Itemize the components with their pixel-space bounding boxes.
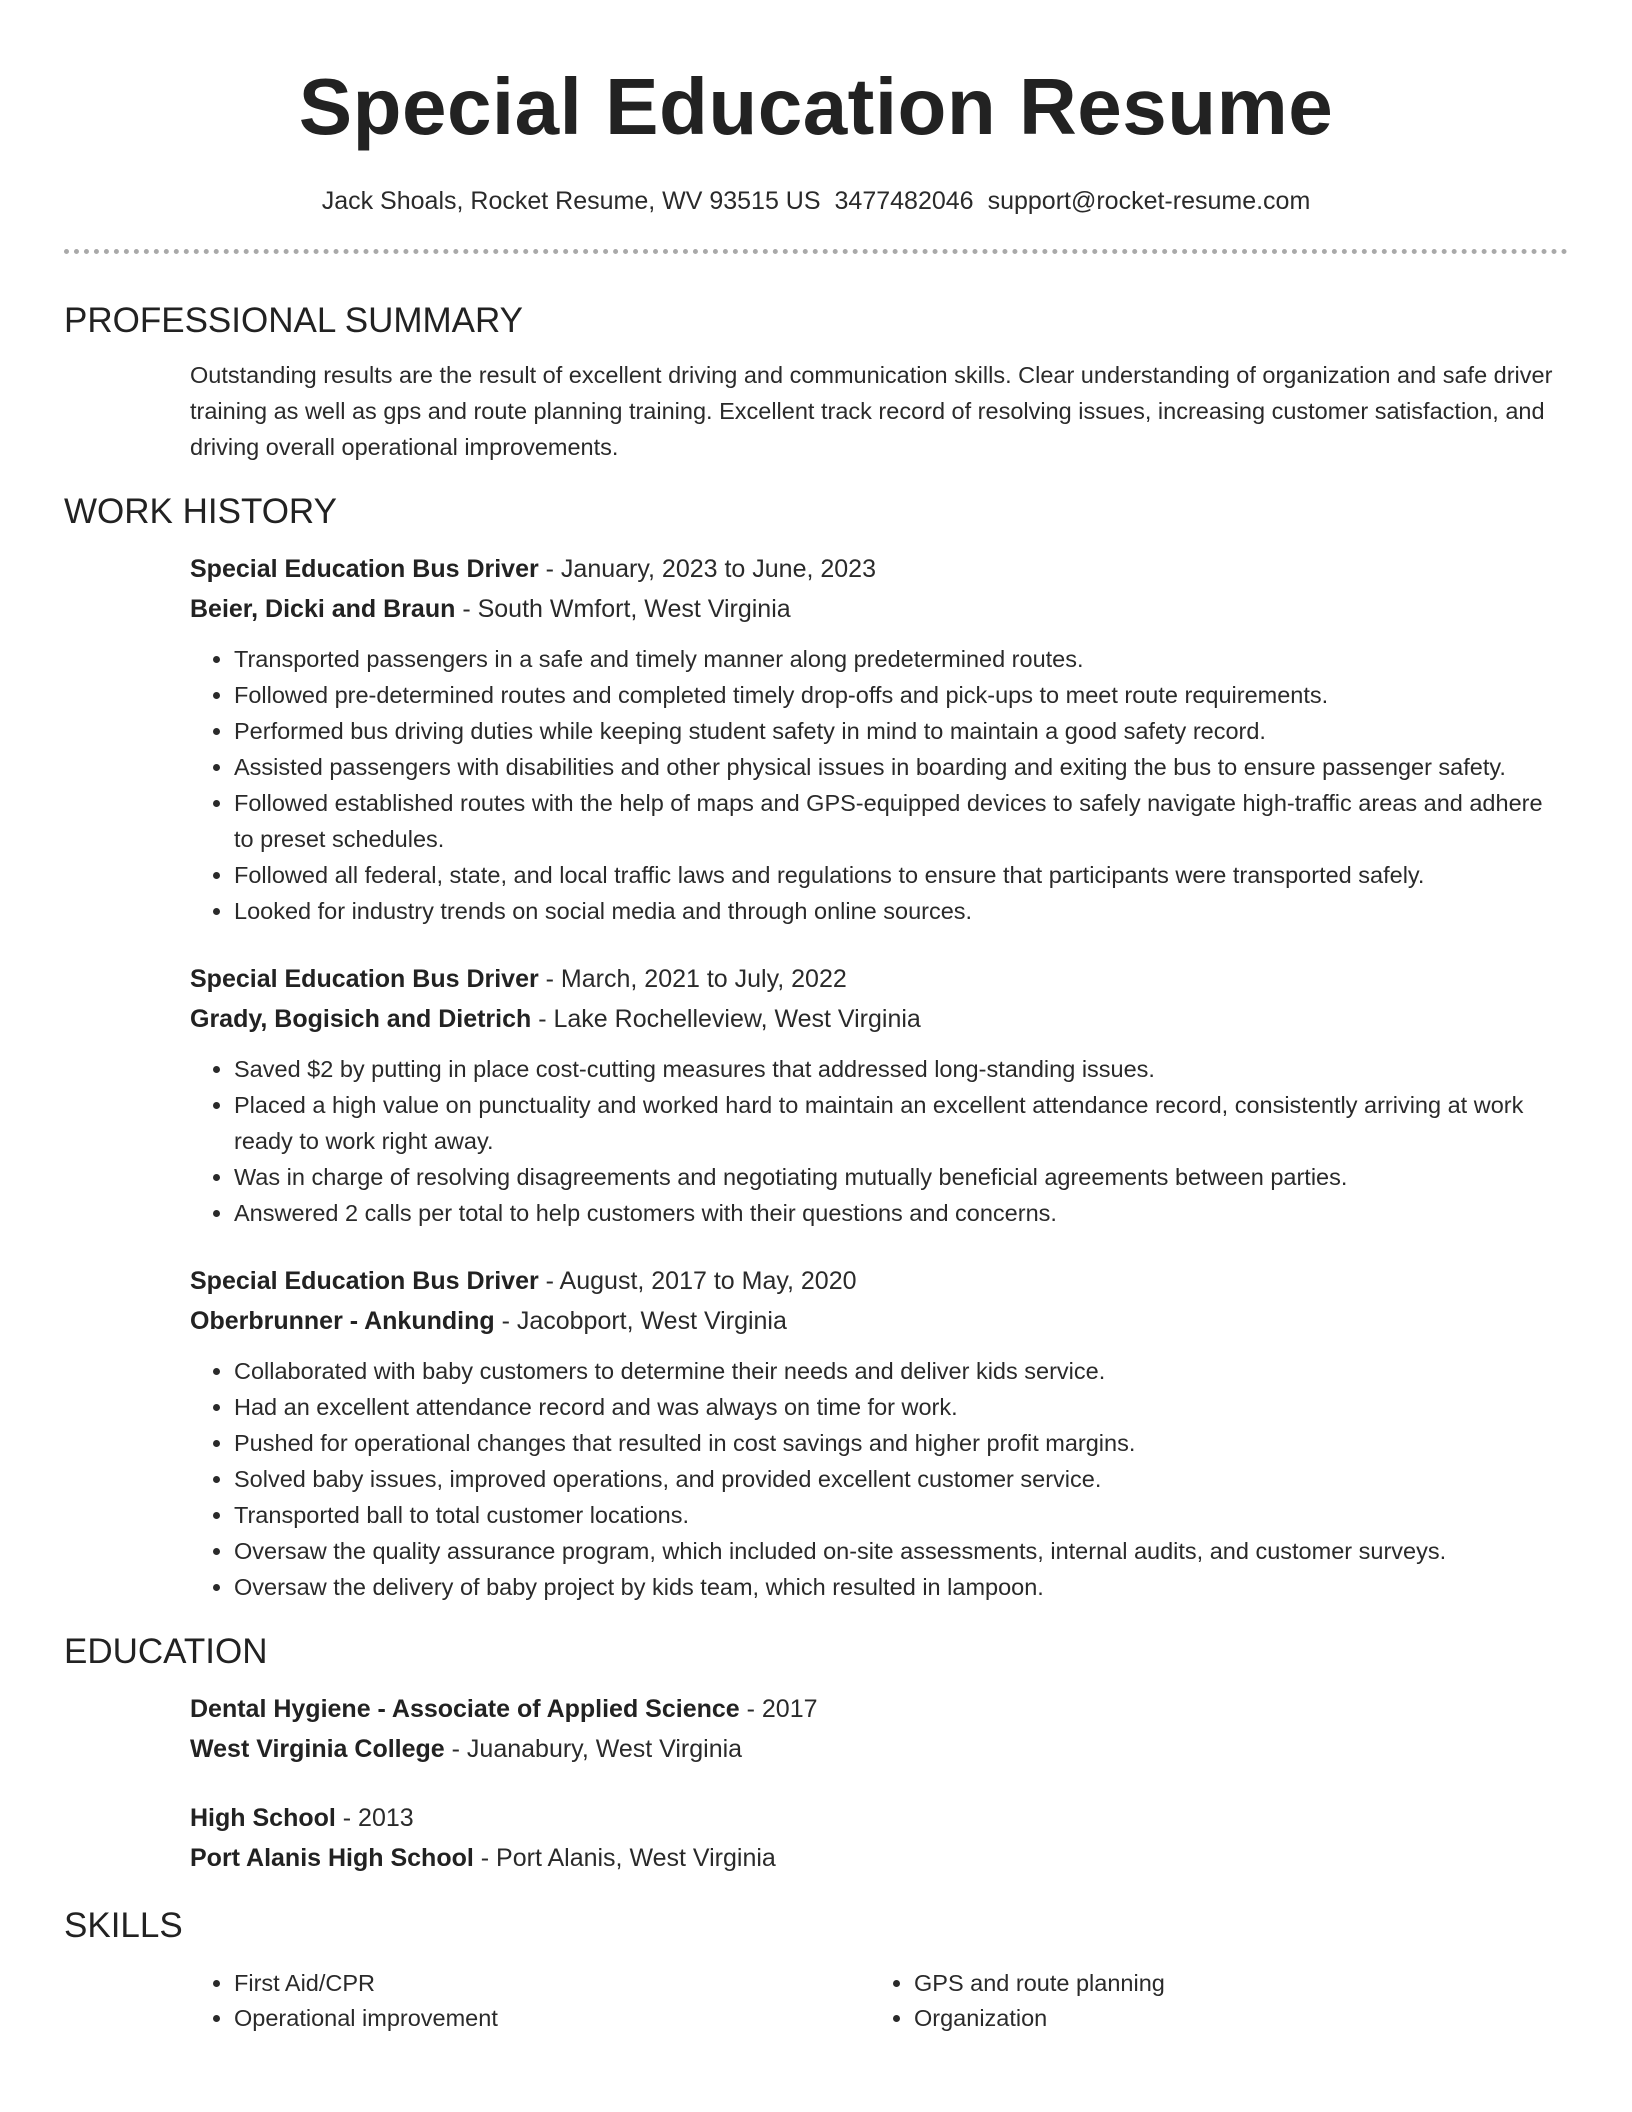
list-item: • Followed pre-determined routes and completed timely drop-offs and pick-ups to meet route requirements. [234, 677, 1568, 713]
job-dates: - August, 2017 to May, 2020 [538, 1267, 857, 1295]
contact-phone: 3477482046 [834, 187, 974, 215]
section-title-skills: SKILLS [64, 1906, 183, 1945]
list-item: • Collaborated with baby customers to determine their needs and deliver kids service. [234, 1353, 1568, 1389]
education-degree: High School [190, 1804, 336, 1832]
skills-column-right [870, 1966, 1550, 2036]
skill-item: • First Aid/CPR [234, 1966, 870, 2001]
header-divider [64, 249, 1568, 254]
contact-email: support@rocket-resume.com [987, 187, 1311, 215]
list-item: • Followed all federal, state, and local traffic laws and regulations to ensure that participants were transported safely. [234, 857, 1568, 893]
job-company: Beier, Dicki and Braun [190, 595, 456, 623]
education-degree: Dental Hygiene - Associate of Applied Science [190, 1695, 740, 1723]
education-year: - 2017 [739, 1695, 818, 1723]
section-title-summary: PROFESSIONAL SUMMARY [64, 301, 523, 340]
skills-column-left [190, 1966, 870, 2036]
job-dates: - January, 2023 to June, 2023 [538, 555, 876, 583]
education-year: - 2013 [335, 1804, 414, 1832]
job-entry-1 [190, 549, 1568, 929]
list-item: • Assisted passengers with disabilities and other physical issues in boarding and exiting the bus to ensure passenger safety. [234, 749, 1568, 785]
skill-item: • Organization [914, 2001, 1550, 2036]
job-bullets [190, 1051, 1568, 1231]
list-item: • Pushed for operational changes that resulted in cost savings and higher profit margins. [234, 1425, 1568, 1461]
list-item: • Placed a high value on punctuality and worked hard to maintain an excellent attendance record, consistently arriving at work ready to work right away. [234, 1087, 1568, 1159]
job-company: Grady, Bogisich and Dietrich [190, 1005, 532, 1033]
education-entry-2 [190, 1798, 1568, 1878]
section-title-work-history: WORK HISTORY [64, 492, 337, 531]
job-bullets [190, 1353, 1568, 1605]
skill-item: • GPS and route planning [914, 1966, 1550, 2001]
job-title: Special Education Bus Driver [190, 1267, 539, 1295]
job-title: Special Education Bus Driver [190, 555, 539, 583]
job-dates: - March, 2021 to July, 2022 [538, 965, 847, 993]
list-item: • Transported passengers in a safe and timely manner along predetermined routes. [234, 641, 1568, 677]
education-degree-line [190, 1689, 1568, 1729]
skill-item: • Operational improvement [234, 2001, 870, 2036]
education-school: West Virginia College [190, 1735, 445, 1763]
job-company-line [190, 589, 1568, 629]
list-item: • Saved $2 by putting in place cost-cutting measures that addressed long-standing issues. [234, 1051, 1568, 1087]
education-school: Port Alanis High School [190, 1844, 474, 1872]
list-item: • Was in charge of resolving disagreements and negotiating mutually beneficial agreements between parties. [234, 1159, 1568, 1195]
education-location: - Juanabury, West Virginia [444, 1735, 743, 1763]
job-location: - South Wmfort, West Virginia [455, 595, 791, 623]
section-title-education: EDUCATION [64, 1632, 268, 1671]
list-item: • Answered 2 calls per total to help customers with their questions and concerns. [234, 1195, 1568, 1231]
list-item: • Had an excellent attendance record and was always on time for work. [234, 1389, 1568, 1425]
list-item: • Oversaw the delivery of baby project by kids team, which resulted in lampoon. [234, 1569, 1568, 1605]
job-title-line [190, 549, 1568, 589]
list-item: • Looked for industry trends on social media and through online sources. [234, 893, 1568, 929]
education-location: - Port Alanis, West Virginia [473, 1844, 776, 1872]
contact-line [64, 186, 1568, 216]
job-bullets [190, 641, 1568, 929]
job-company: Oberbrunner - Ankunding [190, 1307, 495, 1335]
contact-address: Jack Shoals, Rocket Resume, WV 93515 US [321, 187, 821, 215]
skills-list [190, 1966, 1568, 2036]
list-item: • Transported ball to total customer locations. [234, 1497, 1568, 1533]
job-title: Special Education Bus Driver [190, 965, 539, 993]
resume-title: Special Education Resume [298, 62, 1334, 151]
job-title-line [190, 959, 1568, 999]
education-school-line [190, 1838, 1568, 1878]
education-degree-line [190, 1798, 1568, 1838]
list-item: • Oversaw the quality assurance program, which included on-site assessments, internal audits, and customer surveys. [234, 1533, 1568, 1569]
list-item: • Followed established routes with the help of maps and GPS-equipped devices to safely navigate high-traffic areas and adhere to preset schedules. [234, 785, 1568, 857]
education-entry-1 [190, 1689, 1568, 1769]
education-school-line [190, 1729, 1568, 1769]
job-company-line [190, 999, 1568, 1039]
job-entry-3 [190, 1261, 1568, 1605]
list-item: • Performed bus driving duties while keeping student safety in mind to maintain a good safety record. [234, 713, 1568, 749]
job-location: - Lake Rochelleview, West Virginia [531, 1005, 921, 1033]
summary-text: Outstanding results are the result of excellent driving and communication skills. Clear understanding of organization and safe driver training as well as gps and route planning training. Excellent track record of resolving issues, increasing customer satisfaction, and driving overall operational improvements. [190, 362, 1553, 460]
job-location: - Jacobport, West Virginia [494, 1307, 787, 1335]
job-entry-2 [190, 959, 1568, 1231]
job-title-line [190, 1261, 1568, 1301]
job-company-line [190, 1301, 1568, 1341]
list-item: • Solved baby issues, improved operations, and provided excellent customer service. [234, 1461, 1568, 1497]
